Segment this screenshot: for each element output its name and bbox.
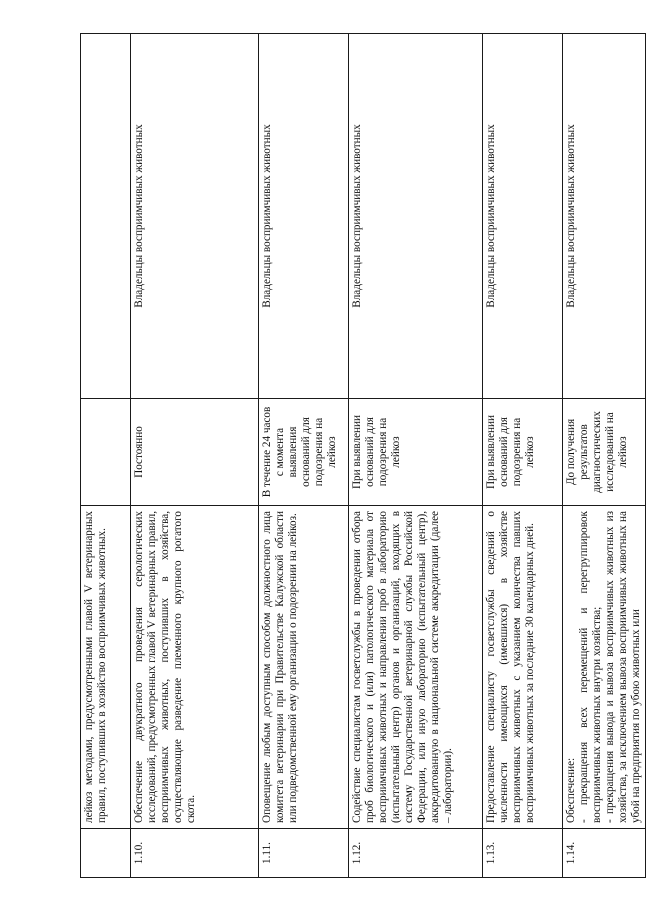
responsible-cell: Владельцы восприимчивых животных	[563, 34, 646, 399]
measures-table	[80, 33, 646, 878]
measure-text: Предоставление специалисту госветслужбы сведений о численности имеющихся (имевшихся) в хозяйстве восприимчивых животных с указанием количества павших восприимчивых животных за последние 30 календарных дней.	[483, 506, 563, 829]
row-number: 1.12.	[349, 829, 483, 878]
table-row	[563, 34, 646, 878]
row-number: 1.10.	[131, 829, 259, 878]
rotated-table-container	[80, 34, 642, 878]
deadline-cell	[81, 399, 131, 506]
deadline-cell: Постоянно	[131, 399, 259, 506]
table-row	[131, 34, 259, 878]
table-row	[81, 34, 131, 878]
deadline-cell: При выявлении оснований для подозрения на лейкоз	[483, 399, 563, 506]
row-number: 1.13.	[483, 829, 563, 878]
measure-text: лейкоз методами, предусмотренными главой V ветеринарных правил, поступивших в хозяйство восприимчивых животных.	[81, 506, 131, 829]
measure-list	[578, 511, 643, 823]
responsible-cell	[81, 34, 131, 399]
row-number	[81, 829, 131, 878]
table-row	[259, 34, 349, 878]
table-row	[483, 34, 563, 878]
deadline-cell: До получения результатов диагностических исследований на лейкоз	[563, 399, 646, 506]
responsible-cell: Владельцы восприимчивых животных	[131, 34, 259, 399]
measure-text: Обеспечение двукратного проведения серологических исследований, предусмотренных главой V ветеринарных правил, восприимчивых животных, поступивших в хозяйства, осуществляющие разведение племенного крупного рогатого скота.	[131, 506, 259, 829]
deadline-cell: В течение 24 часов с момента выявления оснований для подозрения на лейкоз	[259, 399, 349, 506]
table-row	[349, 34, 483, 878]
list-item: - прекращения вывода и вывоза восприимчивых животных из хозяйства, за исключением вывоза восприимчивых животных на убой на предприятия по убою животных или	[603, 511, 642, 823]
responsible-cell: Владельцы восприимчивых животных	[259, 34, 349, 399]
deadline-cell: При выявлении оснований для подозрения на лейкоз	[349, 399, 483, 506]
row-number: 1.11.	[259, 829, 349, 878]
measure-intro: Обеспечение:	[565, 757, 577, 823]
list-item: - прекращения всех перемещений и перегруппировок восприимчивых животных внутри хозяйства;	[577, 511, 603, 823]
row-number: 1.14.	[563, 829, 646, 878]
responsible-cell: Владельцы восприимчивых животных	[349, 34, 483, 399]
measure-text: Оповещение любым доступным способом должностного лица комитета ветеринарии при Правительстве Калужской области или подведомственной ему организации о подозрении на лейкоз.	[259, 506, 349, 829]
responsible-cell: Владельцы восприимчивых животных	[483, 34, 563, 399]
measure-text: Содействие специалистам госветслужбы в проведении отбора проб биологического и (или) патологического материала от восприимчивых животных и направлении проб в лабораторию (испытательный центр) органов и организаций, входящих в систему Государственной ветеринарной службы Российской Федерации, или иную лабораторию (испытательный центр), аккредитованную в национальной системе аккредитации (далее – лаборатории).	[349, 506, 483, 829]
measure-text	[563, 506, 646, 829]
